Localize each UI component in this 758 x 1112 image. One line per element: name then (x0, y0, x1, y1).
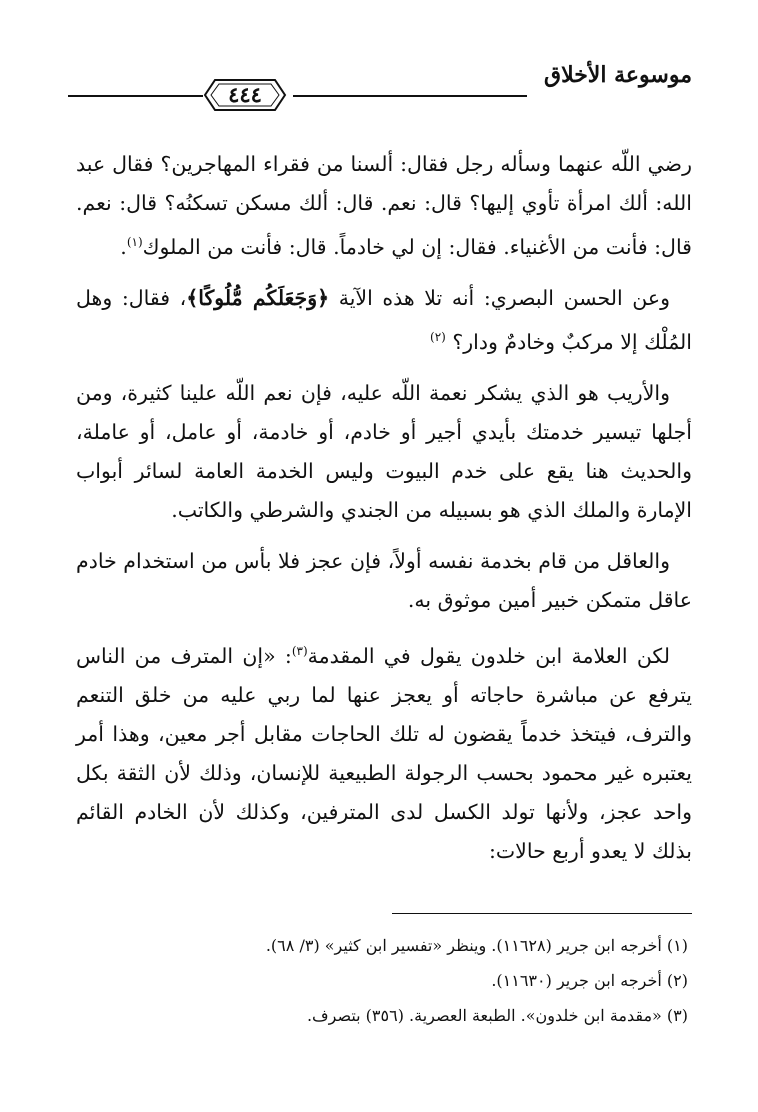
quran-verse: ﴿وَجَعَلَكُم مُّلُوكًا﴾ (186, 286, 330, 310)
paragraph-4 (76, 542, 692, 620)
paragraph-text: والعاقل من قام بخدمة نفسه أولاً، فإن عجز فلا بأس من استخدام خادم عاقل متمكن خبير أمين موثوق به. (76, 549, 692, 612)
footnote-ref: (٣) (291, 644, 308, 658)
paragraph-text: وعن الحسن البصري: أنه تلا هذه الآية (329, 286, 671, 310)
running-title: موسوعة الأخلاق (544, 62, 692, 88)
footnote-divider (392, 913, 692, 914)
footnotes (76, 928, 688, 1033)
paragraph-text: لكن العلامة ابن خلدون يقول في المقدمة (307, 644, 670, 668)
main-text (76, 145, 692, 881)
footnote-1: (١) أخرجه ابن جرير (١١٦٢٨). وينظر «تفسير ابن كثير» (٣/ ٦٨). (265, 936, 688, 955)
header-rule-right (293, 95, 527, 97)
page-number: ٤٤٤ (228, 82, 262, 107)
footnote-2: (٢) أخرجه ابن جرير (١١٦٣٠). (491, 971, 688, 990)
paragraph-2 (76, 279, 692, 362)
paragraph-1 (76, 145, 692, 267)
paragraph-text: : «إن المترف من الناس يترفع عن مباشرة حاجاته أو يعجز عنها لما ربي عليه من خلق التنعم والترف، فيتخذ خدماً يقضون له تلك الحاجات مقابل أجر معين، وهذا أمر يعتبره غير محمود بحسب الرجولة الطبيعية للإنسان، وذلك لأن الثقة بكل واحد عجز، ولأنها تولد الكسل لدى المترفين، وكذلك لأن الخادم القائم بذلك لا يعدو أربع حالات: (76, 644, 692, 863)
header-rule-left (68, 95, 203, 97)
footnote-ref: (١) (126, 235, 143, 249)
paragraph-end: . (120, 235, 127, 259)
footnote-3: (٣) «مقدمة ابن خلدون». الطبعة العصرية. (٣٥٦) بتصرف. (306, 1006, 688, 1025)
page-header (68, 62, 692, 118)
paragraph-5 (76, 632, 692, 871)
paragraph-text: والأريب هو الذي يشكر نعمة اللّه عليه، فإن نعم اللّه علينا كثيرة، ومن أجلها تيسير خدمتك بأيدي أجير أو خادم، أو خادمة، أو عامل، أو عاملة، والحديث هنا يقع على خدم البيوت وليس الخدمة العامة لسائر أبواب الإمارة والملك الذي هو بسبيله من الجندي والشرطي والكاتب. (76, 381, 692, 522)
page-number-frame (203, 78, 287, 112)
paragraph-text: ، فقال: وهل المُلْك إلا مركبٌ وخادمٌ ودار؟ (76, 286, 692, 354)
footnote-ref: (٢) (430, 330, 446, 344)
paragraph-3 (76, 374, 692, 530)
paragraph-text: رضي اللّه عنهما وسأله رجل فقال: ألسنا من فقراء المهاجرين؟ فقال عبد الله: ألك امرأة تأوي إليها؟ قال: نعم. قال: ألك مسكن تسكنُه؟ قال: نعم. قال: فأنت من الأغنياء. فقال: إن لي خادماً. قال: فأنت من الملوك (76, 152, 692, 259)
